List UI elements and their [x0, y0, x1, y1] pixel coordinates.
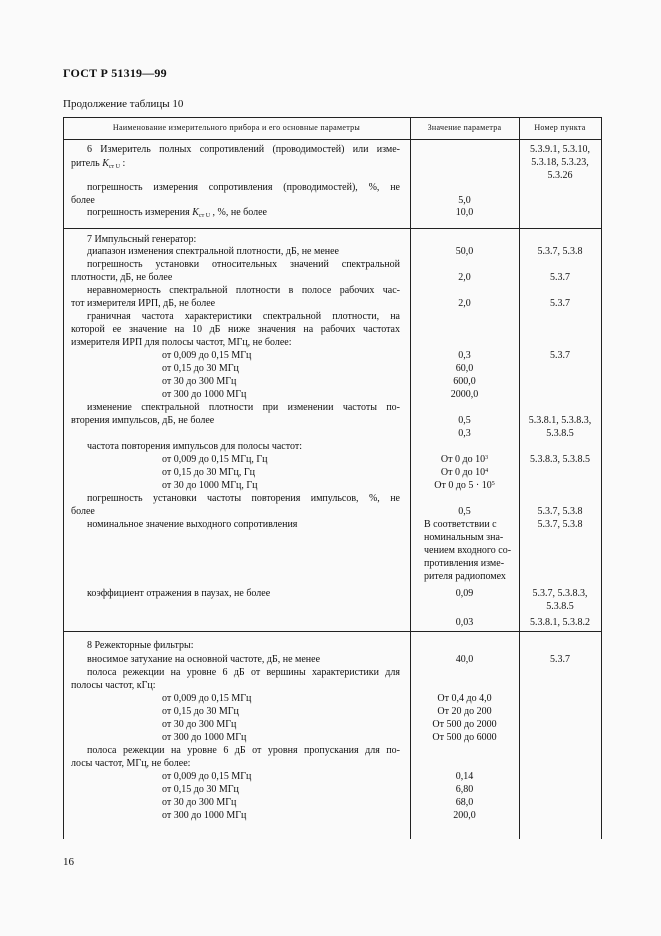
parameter-value: 0,3: [458, 428, 471, 439]
parameter-value: 40,0: [455, 654, 474, 665]
parameter-name: погрешность установки относительных значений спектральной: [87, 259, 400, 270]
parameter-name: лосы частот, МГц, не более:: [71, 758, 191, 769]
k-symbol: K: [192, 207, 199, 218]
parameter-value: чением входного со-: [424, 545, 512, 556]
table-caption: Продолжение таблицы 10: [63, 98, 184, 110]
parameter-value: 600,0: [453, 376, 476, 387]
section-6-title: 6 Измеритель полных сопротивлений (проводимостей) или изме-: [87, 144, 400, 155]
column-header-clause: Номер пункта: [534, 123, 586, 132]
clause-ref: 5.3.7, 5.3.8: [537, 519, 583, 530]
frequency-range: от 30 до 300 МГц: [162, 719, 237, 730]
parameter-value: [410, 480, 519, 493]
frequency-range: от 0,009 до 0,15 МГц, Гц: [162, 454, 268, 465]
frequency-range: от 30 до 1000 МГц, Гц: [162, 480, 258, 491]
parameter-name: вторения импульсов, дБ, не более: [71, 415, 215, 426]
parameter-value: В соответствии с: [424, 519, 497, 530]
parameter-value: 10,0: [455, 207, 474, 218]
parameter-value: 200,0: [453, 810, 476, 821]
table-border-left: [63, 117, 64, 839]
parameter-value: 0,03: [455, 617, 474, 628]
clause-ref: 5.3.8.1, 5.3.8.2: [530, 617, 590, 628]
clause-ref: 5.3.8.5: [546, 428, 574, 439]
frequency-range: от 0,009 до 0,15 МГц: [162, 693, 252, 704]
parameter-value: 0,09: [455, 588, 474, 599]
parameter-name: [87, 207, 267, 220]
k-subscript: ст U: [198, 213, 211, 219]
parameter-value: рителя радиопомех: [424, 571, 506, 582]
frequency-range: от 0,009 до 0,15 МГц: [162, 771, 252, 782]
column-divider-2: [519, 117, 520, 839]
text-fragment: От 0 до 5 · 10: [434, 480, 492, 491]
parameter-value: 0,14: [455, 771, 474, 782]
column-header-name: Наименование измерительного прибора и его основные параметры: [112, 123, 361, 132]
parameter-value: 2000,0: [450, 389, 479, 400]
parameter-name: неравномерность спектральной плотности в полосе рабочих час-: [87, 285, 400, 296]
clause-ref: 5.3.7: [550, 272, 570, 283]
parameter-value: 0,5: [458, 415, 471, 426]
parameter-value: От 0,4 до 4,0: [437, 693, 492, 704]
frequency-range: от 0,15 до 30 МГц, Гц: [162, 467, 255, 478]
parameter-name: более: [71, 195, 95, 206]
parameter-value: 5,0: [458, 195, 471, 206]
section-8-title: 8 Режекторные фильтры:: [87, 640, 194, 651]
parameter-name: частота повторения импульсов для полосы частот:: [87, 441, 303, 452]
parameter-value: [410, 454, 519, 467]
clause-ref: 5.3.7: [550, 654, 570, 665]
frequency-range: от 0,15 до 30 МГц: [162, 706, 239, 717]
parameter-name: измерителя ИРП для полосы частот, МГц, не более:: [71, 337, 292, 348]
frequency-range: от 0,15 до 30 МГц: [162, 784, 239, 795]
header-divider: [63, 139, 602, 140]
text-fragment: От 0 до 10: [440, 467, 486, 478]
parameter-value: От 500 до 6000: [432, 732, 497, 743]
text-fragment: От 0 до 10: [440, 454, 486, 465]
clause-ref: 5.3.7: [550, 350, 570, 361]
parameter-name: погрешность установки частоты повторения импульсов, %, не: [87, 493, 400, 504]
parameter-name: плотности, дБ, не более: [71, 272, 173, 283]
parameter-name: граничная частота характеристики спектральной плотности, на: [87, 311, 400, 322]
parameter-name: полосы частот, кГц:: [71, 680, 156, 691]
parameter-value: От 20 до 200: [437, 706, 492, 717]
text-fragment: погрешность измерения: [87, 207, 193, 218]
parameters-table: [63, 117, 602, 839]
clause-ref: 5.3.7, 5.3.8: [537, 506, 583, 517]
clause-ref: 5.3.7, 5.3.8.3,: [532, 588, 588, 599]
text-fragment: , %, не более: [210, 207, 267, 218]
text-fragment: :: [120, 158, 126, 169]
frequency-range: от 300 до 1000 МГц: [162, 389, 247, 400]
parameter-value: [410, 467, 519, 480]
clause-ref: 5.3.8.1, 5.3.8.3,: [528, 415, 592, 426]
parameter-name: изменение спектральной плотности при изменении частоты по-: [87, 402, 400, 413]
parameter-name: полоса режекции на уровне 6 дБ от уровня пропускания для по-: [87, 745, 400, 756]
frequency-range: от 0,15 до 30 МГц: [162, 363, 239, 374]
parameter-value: противления изме-: [424, 558, 505, 569]
section-divider: [63, 631, 602, 632]
frequency-range: от 0,009 до 0,15 МГц: [162, 350, 252, 361]
exponent: 3: [485, 455, 489, 461]
clause-ref: 5.3.9.1, 5.3.10,: [530, 144, 590, 155]
page-number: 16: [63, 856, 74, 868]
exponent: 5: [491, 481, 495, 487]
frequency-range: от 30 до 300 МГц: [162, 376, 237, 387]
parameter-name: которой ее значение на 10 дБ ниже значения на рабочих частотах: [71, 324, 400, 335]
parameter-value: номинальным зна-: [424, 532, 504, 543]
document-title: ГОСТ Р 51319—99: [63, 66, 167, 80]
parameter-value: 60,0: [455, 363, 474, 374]
parameter-value: От 500 до 2000: [432, 719, 497, 730]
clause-ref: 5.3.8.3, 5.3.8.5: [530, 454, 590, 465]
exponent: 4: [485, 468, 489, 474]
column-header-value: Значение параметра: [427, 123, 502, 132]
parameter-name: полоса режекции на уровне 6 дБ от вершины характеристики для: [87, 667, 400, 678]
parameter-value: 68,0: [455, 797, 474, 808]
clause-ref: 5.3.7: [550, 298, 570, 309]
parameter-name: тот измерителя ИРП, дБ, не более: [71, 298, 216, 309]
parameter-value: 2,0: [458, 272, 471, 283]
parameter-value: 50,0: [455, 246, 474, 257]
parameter-name: диапазон изменения спектральной плотности, дБ, не менее: [87, 246, 339, 257]
k-symbol: K: [102, 158, 109, 169]
clause-ref: 5.3.8.5: [546, 601, 574, 612]
parameter-value: 6,80: [455, 784, 474, 795]
parameter-value: 0,5: [458, 506, 471, 517]
clause-ref: 5.3.26: [547, 170, 573, 181]
frequency-range: от 300 до 1000 МГц: [162, 732, 247, 743]
section-divider: [63, 228, 602, 229]
table-border-right: [601, 117, 602, 839]
parameter-name: коэффициент отражения в паузах, не более: [87, 588, 271, 599]
parameter-name: вносимое затухание на основной частоте, дБ, не менее: [87, 654, 321, 665]
parameter-name: номинальное значение выходного сопротивления: [87, 519, 298, 530]
section-7-title: 7 Импульсный генератор:: [87, 234, 197, 245]
k-subscript: ст U: [108, 164, 121, 170]
parameter-value: 0,3: [458, 350, 471, 361]
clause-ref: 5.3.7, 5.3.8: [537, 246, 583, 257]
frequency-range: от 30 до 300 МГц: [162, 797, 237, 808]
parameter-value: 2,0: [458, 298, 471, 309]
section-6-title-cont: [71, 158, 125, 171]
parameter-name: погрешность измерения сопротивления (проводимостей), %, не: [87, 182, 400, 193]
frequency-range: от 300 до 1000 МГц: [162, 810, 247, 821]
text-fragment: ритель: [71, 158, 103, 169]
clause-ref: 5.3.18, 5.3.23,: [531, 157, 589, 168]
parameter-name: более: [71, 506, 95, 517]
